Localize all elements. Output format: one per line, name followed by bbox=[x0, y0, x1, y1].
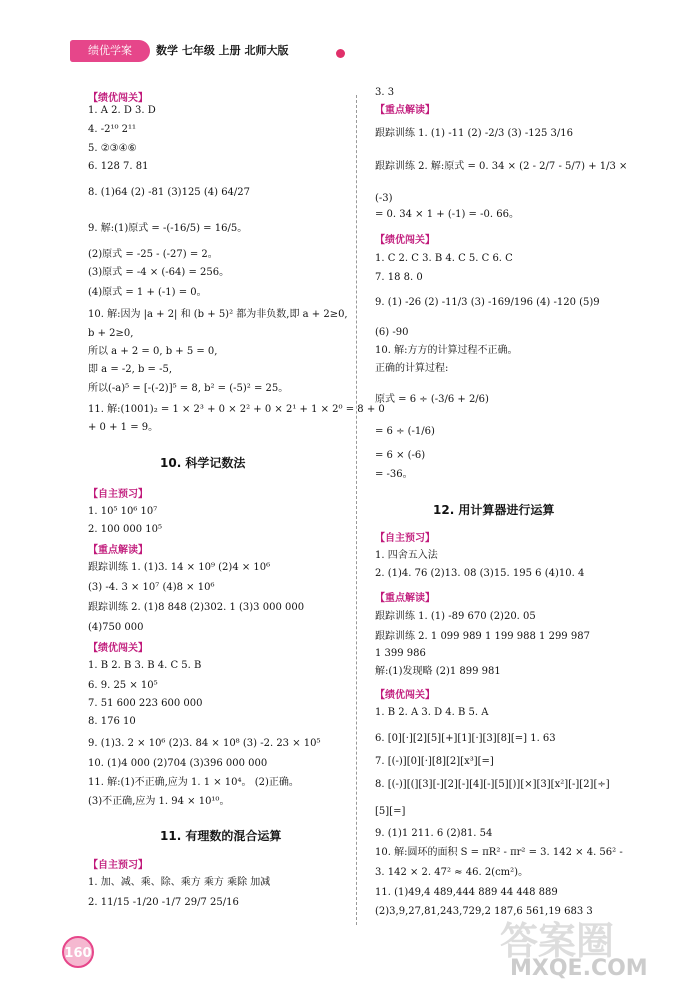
answer-line: 正确的计算过程: bbox=[375, 363, 449, 374]
answer-line: (4)750 000 bbox=[88, 622, 144, 633]
answer-line: 7. 51 600 223 600 000 bbox=[88, 698, 203, 709]
section-heading: 【重点解读】 bbox=[375, 105, 435, 116]
watermark-url: MXQE.COM bbox=[510, 956, 648, 981]
answer-line: + 0 + 1 = 9。 bbox=[88, 422, 159, 433]
answer-line: 10. 解:方方的计算过程不正确。 bbox=[375, 345, 518, 356]
answer-line: (2)原式 = -25 - (-27) = 2。 bbox=[88, 249, 218, 260]
answer-line: 跟踪训练 1. (1) -89 670 (2)20. 05 bbox=[375, 611, 536, 622]
answer-line: (6) -90 bbox=[375, 327, 409, 338]
answer-line: (4)原式 = 1 + (-1) = 0。 bbox=[88, 287, 207, 298]
answer-line: [5][=] bbox=[375, 806, 406, 817]
answer-line: 所以 a + 2 = 0, b + 5 = 0, bbox=[88, 346, 218, 357]
answer-line: 2. (1)4. 76 (2)13. 08 (3)15. 195 6 (4)10. 4 bbox=[375, 568, 585, 579]
answer-line: 9. (1) -26 (2) -11/3 (3) -169/196 (4) -120 (5)9 bbox=[375, 297, 600, 308]
answer-line: = -36。 bbox=[375, 469, 413, 480]
answer-line: 1. B 2. A 3. D 4. B 5. A bbox=[375, 707, 489, 718]
answer-line: (-3) bbox=[375, 193, 393, 204]
answer-line: = 6 ÷ (-1/6) bbox=[375, 426, 435, 437]
section-heading: 【重点解读】 bbox=[375, 593, 435, 604]
answer-line: 1. 四舍五入法 bbox=[375, 550, 438, 561]
answer-line: = 0. 34 × 1 + (-1) = -0. 66。 bbox=[375, 209, 519, 220]
watermark-logo-text: 答案圈 bbox=[500, 919, 615, 963]
answer-line: 11. 解:(1)不正确,应为 1. 1 × 10⁴。 (2)正确。 bbox=[88, 777, 299, 788]
answer-line: 跟踪训练 2. 解:原式 = 0. 34 × (2 - 2/7 - 5/7) + 1/3 × bbox=[375, 161, 628, 172]
section-heading: 【绩优闯关】 bbox=[375, 690, 435, 701]
answer-line: 6. 128 7. 81 bbox=[88, 161, 149, 172]
answer-line: 1. B 2. B 3. B 4. C 5. B bbox=[88, 660, 202, 671]
header-dot-icon bbox=[336, 49, 345, 58]
answer-line: 1. 加、减、乘、除、乘方 乘方 乘除 加减 bbox=[88, 877, 271, 888]
answer-line: 1. 10⁵ 10⁶ 10⁷ bbox=[88, 506, 158, 517]
watermark bbox=[500, 910, 670, 990]
answer-line: 10. 解:圆环的面积 S = πR² - πr² = 3. 142 × 4. 56² - bbox=[375, 847, 623, 858]
answer-line: 9. (1)1 211. 6 (2)81. 54 bbox=[375, 828, 493, 839]
chapter-title: 12. 用计算器进行运算 bbox=[433, 503, 555, 517]
answer-line: 7. [(-)][0][·][8][2][x³][=] bbox=[375, 756, 494, 767]
answer-line: (2)3,9,27,81,243,729,2 187,6 561,19 683 3 bbox=[375, 906, 593, 917]
answer-line: 解:(1)发现略 (2)1 899 981 bbox=[375, 666, 501, 677]
answer-line: 跟踪训练 2. 1 099 989 1 199 988 1 299 987 bbox=[375, 631, 590, 642]
answer-line: 9. (1)3. 2 × 10⁶ (2)3. 84 × 10⁸ (3) -2. 23 × 10⁵ bbox=[88, 738, 321, 749]
answer-line: 4. -2¹⁰ 2¹¹ bbox=[88, 124, 137, 135]
answer-line: 5. ②③④⑥ bbox=[88, 143, 137, 154]
answer-line: 原式 = 6 ÷ (-3/6 + 2/6) bbox=[375, 394, 489, 405]
answer-line: b + 2≥0, bbox=[88, 328, 134, 339]
answer-line: 3. 3 bbox=[375, 87, 395, 98]
section-heading: 【绩优闯关】 bbox=[88, 643, 148, 654]
answer-line: 所以(-a)⁵ = [-(-2)]⁵ = 8, b² = (-5)² = 25。 bbox=[88, 383, 289, 394]
answer-line: 即 a = -2, b = -5, bbox=[88, 364, 173, 375]
answer-line: 8. 176 10 bbox=[88, 716, 136, 727]
section-heading: 【自主预习】 bbox=[88, 860, 148, 871]
chapter-title: 11. 有理数的混合运算 bbox=[160, 829, 282, 843]
answer-line: (3)原式 = -4 × (-64) = 256。 bbox=[88, 267, 230, 278]
answer-line: (3)不正确,应为 1. 94 × 10¹⁰。 bbox=[88, 796, 230, 807]
answer-line: 跟踪训练 2. (1)8 848 (2)302. 1 (3)3 000 000 bbox=[88, 602, 305, 613]
answer-line: 6. 9. 25 × 10⁵ bbox=[88, 680, 158, 691]
page-header bbox=[70, 38, 330, 64]
answer-line: 9. 解:(1)原式 = -(-16/5) = 16/5。 bbox=[88, 223, 248, 234]
answer-line: 3. 142 × 2. 47² ≈ 46. 2(cm²)。 bbox=[375, 867, 529, 878]
answer-line: 1. C 2. C 3. B 4. C 5. C 6. C bbox=[375, 253, 513, 264]
answer-line: 2. 11/15 -1/20 -1/7 29/7 25/16 bbox=[88, 897, 239, 908]
answer-line: 1 399 986 bbox=[375, 648, 426, 659]
answer-line: 跟踪训练 1. (1) -11 (2) -2/3 (3) -125 3/16 bbox=[375, 128, 573, 139]
section-heading: 【自主预习】 bbox=[375, 533, 435, 544]
page-number: 160 bbox=[62, 936, 94, 968]
chapter-title: 10. 科学记数法 bbox=[160, 456, 246, 470]
section-heading: 【绩优闯关】 bbox=[375, 235, 435, 246]
answer-line: 10. 解:因为 |a + 2| 和 (b + 5)² 都为非负数,即 a + 2≥0, bbox=[88, 309, 348, 320]
answer-line: 7. 18 8. 0 bbox=[375, 272, 423, 283]
subject-label: 数学 七年级 上册 北师大版 bbox=[156, 44, 289, 57]
section-heading: 【自主预习】 bbox=[88, 489, 148, 500]
answer-line: 1. A 2. D 3. D bbox=[88, 105, 156, 116]
answer-line: 6. [0][·][2][5][+][1][·][3][8][=] 1. 63 bbox=[375, 733, 556, 744]
section-heading: 【重点解读】 bbox=[88, 545, 148, 556]
answer-line: 跟踪训练 1. (1)3. 14 × 10⁹ (2)4 × 10⁶ bbox=[88, 562, 271, 573]
series-tag: 绩优学案 bbox=[70, 40, 150, 62]
column-divider bbox=[356, 95, 357, 925]
answer-line: 11. (1)49,4 489,444 889 44 448 889 bbox=[375, 887, 558, 898]
answer-line: 8. (1)64 (2) -81 (3)125 (4) 64/27 bbox=[88, 187, 251, 198]
answer-line: 2. 100 000 10⁵ bbox=[88, 524, 162, 535]
answer-line: 11. 解:(1001)₂ = 1 × 2³ + 0 × 2² + 0 × 2¹ + 1 × 2⁰ = 8 + 0 bbox=[88, 404, 385, 415]
answer-line: (3) -4. 3 × 10⁷ (4)8 × 10⁶ bbox=[88, 582, 215, 593]
answer-line: 10. (1)4 000 (2)704 (3)396 000 000 bbox=[88, 758, 268, 769]
answer-line: = 6 × (-6) bbox=[375, 450, 426, 461]
section-heading: 【绩优闯关】 bbox=[88, 93, 148, 104]
answer-line: 8. [(-)][(][3][-][2][-][4][-][5][)][×][3][x²][-][2][÷] bbox=[375, 779, 610, 790]
